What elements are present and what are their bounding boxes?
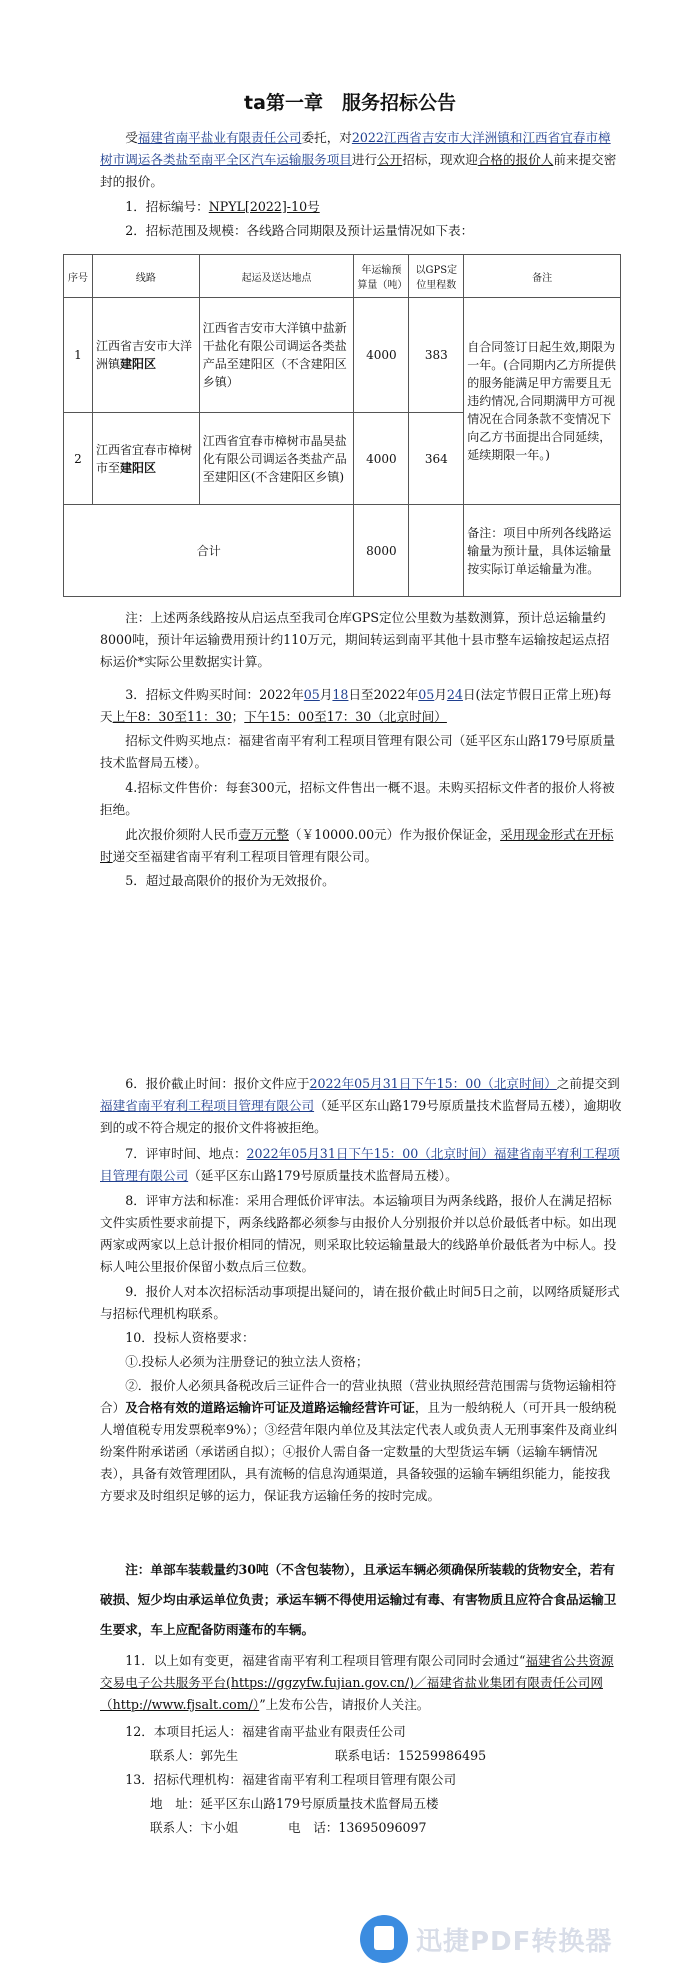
agency-heading: 13．招标代理机构：福建省南平宥利工程项目管理有限公司 [125, 1772, 457, 1787]
table-header: 以GPS定位里程数 [409, 255, 464, 298]
row-points: 江西省吉安市大洋镇中盐新干盐化有限公司调运各类盐产品至建阳区（不含建阳区乡镇） [199, 298, 354, 413]
row-seq: 1 [64, 298, 93, 413]
project-name: 2022江西省吉安市大洋洲镇和江西省宜春市樟树市调运各类盐至南平全区汽车运输服务项目 [100, 130, 611, 167]
intro-paragraph: 受福建省南平盐业有限责任公司委托，对2022江西省吉安市大洋洲镇和江西省宜春市樟树市调运各类盐至南平全区汽车运输服务项目进行公开招标，现欢迎合格的报价人前来提交密封的报价。 [100, 130, 617, 189]
change-notice: 11．以上如有变更，福建省南平宥利工程项目管理有限公司同时会通过“福建省公共资源交易电子公共服务平台(https://ggzyfw.fujian.gov.cn/)／福建省盐业集团有限责任公司网（http://www.fjsalt.com/）”上发布公告，请报价人关注。 [100, 1653, 614, 1712]
vehicle-note: 注：单部车装载量约30吨（不含包装物），且承运车辆必须确保所装载的货物安全，若有破损、短少均由承运单位负责；承运车辆不得使用运输过有毒、有害物质且应符合食品运输卫生要求，车上应配备防雨蓬布的车辆。 [100, 1562, 617, 1637]
table-header: 序号 [64, 255, 93, 298]
row-seq: 2 [64, 413, 93, 505]
deposit-amount: 壹万元整 [238, 827, 289, 842]
route-table [63, 254, 621, 597]
table-total-row [64, 505, 621, 597]
client-name: 福建省南平盐业有限责任公司 [137, 130, 302, 145]
qualification-heading: 10．投标人资格要求： [125, 1330, 255, 1345]
qualification-1: ①.投标人必须为注册登记的独立法人资格； [125, 1354, 369, 1369]
agency-address: 地 址：延平区东山路179号原质量技术监督局五楼 [150, 1796, 439, 1811]
agency-contact: 联系人：卞小姐 [150, 1820, 239, 1835]
total-remark: 备注：项目中所列各线路运输量为预计量，具体运输量按实际订单运输量为准。 [464, 505, 621, 597]
shipper-heading: 12．本项目托运人：福建省南平盐业有限责任公司 [125, 1724, 406, 1739]
row-remark: 自合同签订日起生效,期限为一年。(合同期内乙方所提供的服务能满足甲方需要且无违约情况,合同期满甲方可视情况在合同条款不变情况下向乙方书面提出合同延续，延续期限一年。) [464, 298, 621, 505]
deposit-paragraph: 此次报价须附人民币壹万元整（￥10000.00元）作为报价保证金，采用现金形式在开标时递交至福建省南平宥利工程项目管理有限公司。 [100, 827, 614, 864]
row-points: 江西省宜春市樟树市晶昊盐化有限公司调运各类盐产品至建阳区(不含建阳区乡镇) [199, 413, 354, 505]
row-km: 383 [409, 298, 464, 413]
shipper-phone: 联系电话：15259986495 [335, 1748, 487, 1763]
tender-number: 1．招标编号：NPYL[2022]-10号 [125, 199, 320, 214]
qualified-bidder: 合格的报价人 [477, 152, 554, 167]
row-route: 江西省宜春市樟树市至建阳区 [92, 413, 199, 505]
watermark [360, 1915, 612, 1963]
agency-phone: 电 话：13695096097 [288, 1820, 427, 1835]
tender-scope: 2．招标范围及规模：各线路合同期限及预计运量情况如下表： [125, 223, 474, 238]
purchase-time: 3．招标文件购买时间：2022年05月18日至2022年05月24日(法定节假日正常上班)每天上午8：30至11：30；下午15：00至17：30（北京时间） [100, 687, 612, 724]
shipper-contact: 联系人：郭先生 [150, 1748, 239, 1763]
max-price-rule: 5．超过最高限价的报价为无效报价。 [125, 873, 335, 888]
review-time-place: 7．评审时间、地点：2022年05月31日下午15：00（北京时间）福建省南平宥利工程项目管理有限公司（延平区东山路179号原质量技术监督局五楼）。 [100, 1146, 620, 1183]
inquiry-rule: 9．报价人对本次招标活动事项提出疑问的，请在报价截止时间5日之前，以网络质疑形式与招标代理机构联系。 [100, 1284, 620, 1321]
table-header: 线路 [92, 255, 199, 298]
tender-price: 4.招标文件售价：每套300元，招标文件售出一概不退。未购买招标文件者的报价人将被拒绝。 [100, 780, 615, 817]
review-method: 8．评审方法和标准：采用合理低价评审法。本运输项目为两条线路，报价人在满足招标文件实质性要求前提下，两条线路都必须参与由报价人分别报价并以总价最低者中标。如出现两家或两家以上总计报价相同的情况，则采取比较运输量最大的线路单价最低者为中标人。投标人吨公里报价保留小数点后三位数。 [100, 1193, 617, 1274]
bid-deadline: 6．报价截止时间：报价文件应于2022年05月31日下午15：00（北京时间）之前提交到福建省南平宥利工程项目管理有限公司（延平区东山路179号原质量技术监督局五楼），逾期收到的或不符合规定的报价文件将被拒绝。 [100, 1076, 622, 1135]
table-header: 备注 [464, 255, 621, 298]
row-volume: 4000 [354, 413, 409, 505]
total-volume: 8000 [354, 505, 409, 597]
row-volume: 4000 [354, 298, 409, 413]
pdf-converter-logo-icon [360, 1915, 408, 1963]
row-route: 江西省吉安市大洋洲镇建阳区 [92, 298, 199, 413]
publish-sites: 福建省公共资源交易电子公共服务平台(https://ggzyfw.fujian.gov.cn/)／福建省盐业集团有限责任公司网（http://www.fjsalt.com/） [100, 1653, 614, 1712]
total-km [409, 505, 464, 597]
purchase-place: 招标文件购买地点：福建省南平宥利工程项目管理有限公司（延平区东山路179号原质量技术监督局五楼）。 [100, 733, 616, 770]
qualification-2: ②．报价人必须具备税改后三证件合一的营业执照（营业执照经营范围需与货物运输相符合）及合格有效的道路运输许可证及道路运输经营许可证，且为一般纳税人（可开具一般纳税人增值税专用发票税率9%）；③经营年限内单位及其法定代表人或负责人无刑事案件及商业纠纷案件附承诺函（承诺函自拟）；④报价人需自备一定数量的大型货运车辆（运输车辆情况表），具备有效管理团队，具有流畅的信息沟通渠道，具备较强的运输车辆组织能力，能按我方要求及时组织足够的运力，保证我方运输任务的按时完成。 [100, 1378, 618, 1503]
watermark-text: 迅捷PDF转换器 [416, 1926, 613, 1957]
table-row [64, 298, 621, 413]
total-label: 合计 [64, 505, 354, 597]
table-header: 起运及送达地点 [199, 255, 354, 298]
row-km: 364 [409, 413, 464, 505]
table-header-row [64, 255, 621, 298]
page-title: ta第一章 服务招标公告 [244, 92, 456, 114]
table-header: 年运输预算量（吨） [354, 255, 409, 298]
route-note: 注：上述两条线路按从启运点至我司仓库GPS定位公里数为基数测算，预计总运输量约8000吨，预计年运输费用预计约110万元，期间转运到南平其他十县市整车运输按起运点招标运价*实际公里数据实计算。 [100, 610, 610, 669]
tender-method: 公开 [377, 152, 403, 167]
